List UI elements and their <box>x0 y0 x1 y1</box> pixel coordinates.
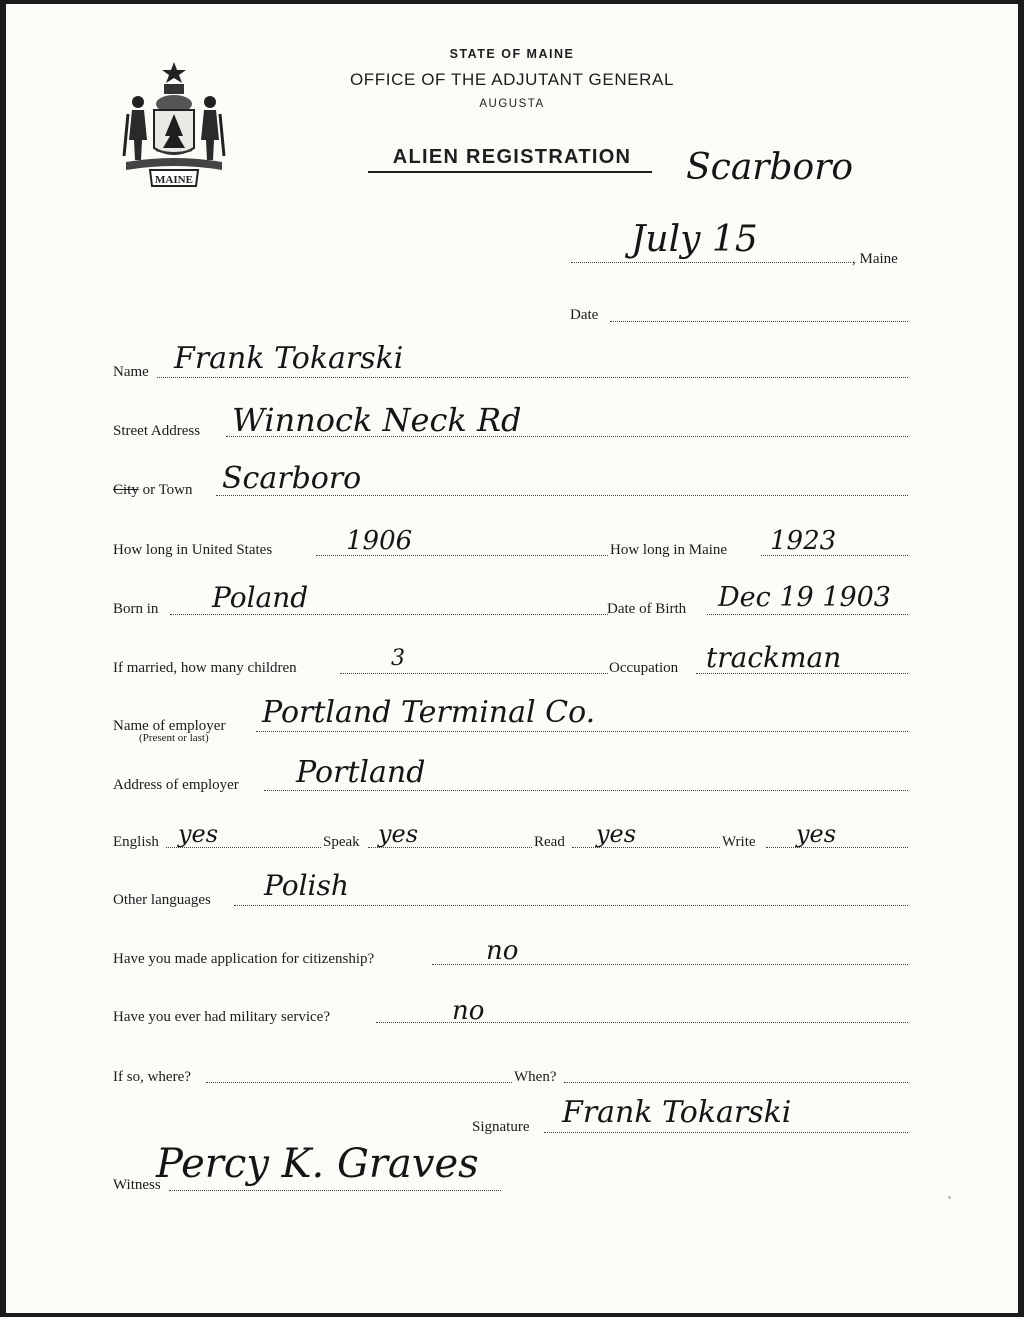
speak-value: yes <box>378 820 419 848</box>
read-label: Read <box>534 834 565 850</box>
header-state: STATE OF MAINE <box>449 47 575 61</box>
if-so-where-label: If so, where? <box>113 1069 191 1085</box>
how-long-us-value: 1906 <box>346 526 413 556</box>
born-in-label: Born in <box>113 601 159 617</box>
header-office: OFFICE OF THE ADJUTANT GENERAL <box>349 70 675 89</box>
citizenship-value: no <box>486 936 519 966</box>
employer-value: Portland Terminal Co. <box>262 695 596 730</box>
how-long-maine-label: How long in Maine <box>610 542 728 558</box>
header-city: AUGUSTA <box>479 98 545 110</box>
english-value: yes <box>178 820 219 848</box>
town-value: Scarboro <box>222 461 362 496</box>
dob-value: Dec 19 1903 <box>718 582 891 613</box>
read-value: yes <box>596 820 637 848</box>
occupation-value: trackman <box>706 641 842 674</box>
town-handwritten-top: Scarboro <box>686 147 854 188</box>
city-town-label: City or Town <box>113 482 193 498</box>
dob-label: Date of Birth <box>607 601 687 617</box>
employer-label: Name of employer <box>113 718 226 734</box>
witness-label: Witness <box>113 1177 161 1193</box>
title-underline <box>368 171 652 173</box>
when-label: When? <box>514 1069 557 1085</box>
name-label: Name <box>113 364 149 380</box>
other-languages-value: Polish <box>264 869 349 902</box>
employer-address-label: Address of employer <box>113 777 239 793</box>
english-label: English <box>113 834 159 850</box>
date-label: Date <box>570 307 599 323</box>
write-value: yes <box>796 820 837 848</box>
name-value: Frank Tokarski <box>174 341 404 376</box>
employer-note: (Present or last) <box>139 732 209 744</box>
how-long-us-label: How long in United States <box>113 542 273 558</box>
registration-form <box>6 4 1018 1313</box>
signature-value: Frank Tokarski <box>562 1095 792 1130</box>
maine-label: , Maine <box>852 251 898 267</box>
occupation-label: Occupation <box>609 660 679 676</box>
write-label: Write <box>722 834 756 850</box>
speak-label: Speak <box>323 834 360 850</box>
date-handwritten-top: July 15 <box>631 219 758 260</box>
children-value: 3 <box>391 646 405 671</box>
children-label: If married, how many children <box>113 660 297 676</box>
how-long-maine-value: 1923 <box>770 526 837 556</box>
form-title: ALIEN REGISTRATION <box>392 146 632 168</box>
employer-address-value: Portland <box>296 755 426 790</box>
street-value: Winnock Neck Rd <box>232 401 522 439</box>
signature-label: Signature <box>472 1119 530 1135</box>
witness-value: Percy K. Graves <box>156 1141 479 1187</box>
military-label: Have you ever had military service? <box>113 1009 330 1025</box>
citizenship-label: Have you made application for citizenship? <box>113 951 375 967</box>
city-struck: City <box>113 482 139 498</box>
military-value: no <box>452 996 485 1026</box>
other-languages-label: Other languages <box>113 892 211 908</box>
born-in-value: Poland <box>212 581 309 614</box>
svg-text:MAINE: MAINE <box>155 174 193 186</box>
street-label: Street Address <box>113 423 201 439</box>
